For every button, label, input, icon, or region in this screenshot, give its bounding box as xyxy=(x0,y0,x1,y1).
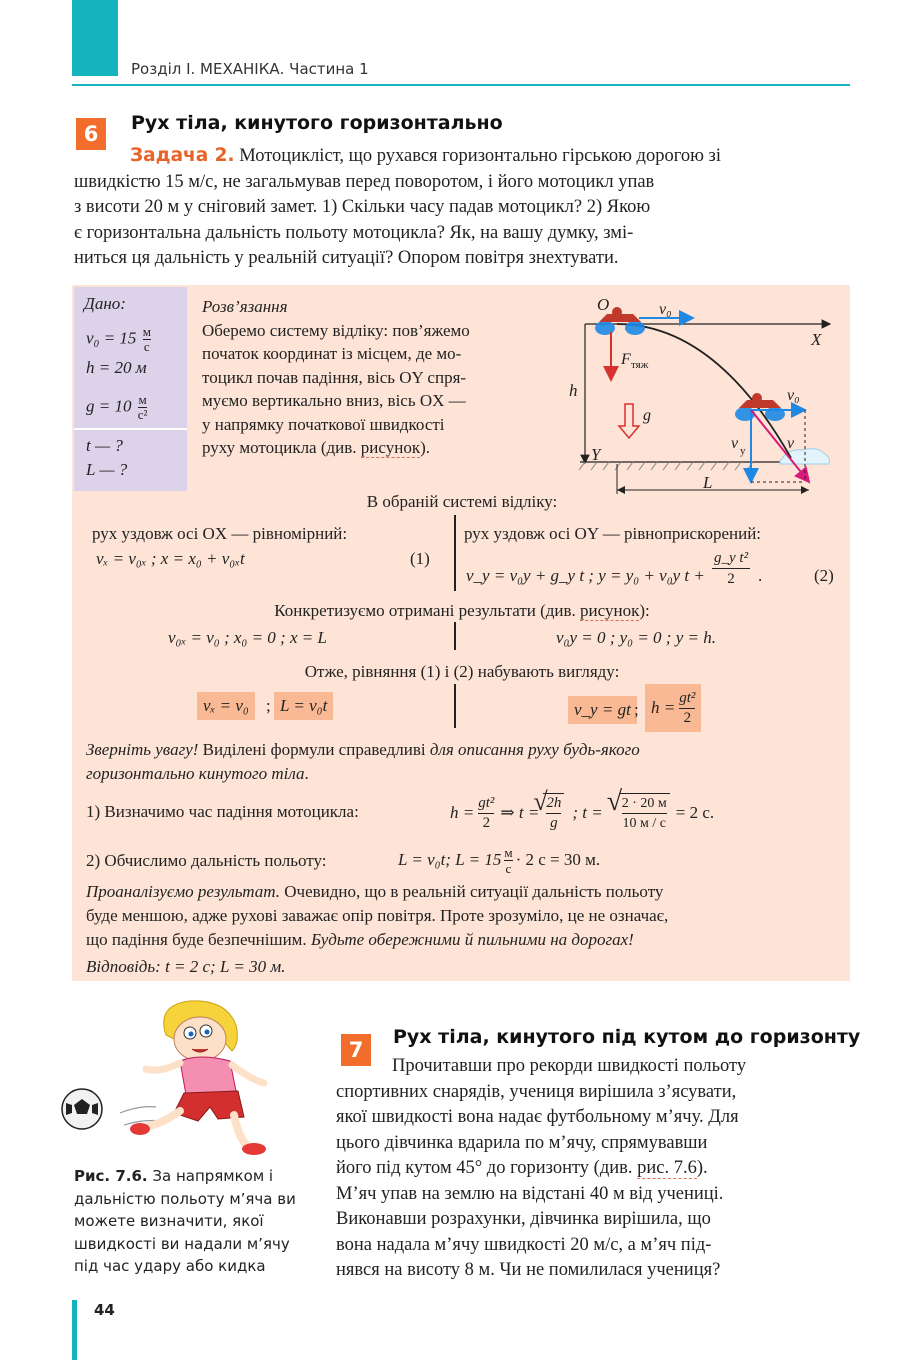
running-header: Розділ I. МЕХАНІКА. Частина 1 xyxy=(131,60,369,78)
step1-formula: h = $\frac{\text{gt²}}{2}$ ⇒ t = √ 2h g ; t = √ 2 · 20 м 10 м / с = 2 с. xyxy=(450,786,715,831)
given-separator xyxy=(74,428,187,430)
step1-text: 1) Визначимо час падіння мотоцикла: xyxy=(86,802,359,821)
label-vy-sub: y xyxy=(740,445,746,457)
unit-den: с² xyxy=(137,407,148,422)
sep: ; xyxy=(634,700,639,719)
frac-num: gt² xyxy=(478,794,494,814)
label-vy: v xyxy=(731,435,739,452)
page-number-accent xyxy=(72,1300,77,1360)
conc-right: v₀y = 0 ; y₀ = 0 ; y = h. xyxy=(556,628,716,647)
step2-f2: · 2 с = 30 м. xyxy=(515,850,601,869)
given-g xyxy=(86,393,147,422)
analysis-warning: Будьте обережними й пильними на дорогах! xyxy=(306,930,634,949)
section-title-7: Рух тіла, кинутого під кутом до горизонту xyxy=(393,1026,861,1048)
solution-title: Розв’язання xyxy=(202,297,288,316)
label-v0-top: v₀ xyxy=(659,301,672,318)
caption-text: За напрямком і дальністю польоту м’яча ви можете визначити, якої швидкості ви надали м’ячу під час удару або кидка xyxy=(74,1167,296,1275)
trajectory-diagram xyxy=(555,288,847,498)
frac-num: gt² xyxy=(679,689,695,709)
result-L: L = v₀t xyxy=(274,692,333,720)
given-title: Дано: xyxy=(84,294,126,313)
girl-kicking-ball-illustration xyxy=(60,995,320,1165)
sec7-line: цього дівчинка вдарила по м’ячу, спрямувавши xyxy=(336,1132,708,1153)
step2-text: 2) Обчислимо дальність польоту: xyxy=(86,851,327,870)
eq-number-2: (2) xyxy=(814,566,834,585)
section-number-6: 6 xyxy=(76,118,106,150)
conc-left: v₀ₓ = v₀ ; x₀ = 0 ; x = L xyxy=(168,628,327,647)
given-v0 xyxy=(86,325,151,354)
result-h-lhs: h = xyxy=(651,698,676,717)
unit-num: м xyxy=(138,392,147,407)
step2-f1: L = v₀t; L = 15 xyxy=(398,850,502,869)
frac-den: 2 xyxy=(482,814,491,831)
frac-num: 2h xyxy=(546,794,561,814)
section-7-text xyxy=(336,1054,850,1284)
step2-formula xyxy=(398,840,600,880)
figure-link[interactable]: рисунок xyxy=(580,601,640,620)
header-rule xyxy=(72,84,850,86)
oy-fraction xyxy=(712,548,750,589)
note-mid: Виділені формули справедливі xyxy=(198,740,430,759)
step1-arrow: ⇒ t = xyxy=(500,803,540,822)
solution-text xyxy=(202,295,537,460)
frac-den: 2 xyxy=(727,571,735,587)
solution-line: Оберемо систему відліку: пов’яжемо xyxy=(202,320,470,340)
section-number-7: 7 xyxy=(341,1034,371,1066)
given-v0-value: v₀ = 15 xyxy=(86,328,137,348)
concretize-end: ): xyxy=(639,601,650,620)
therefore-line: Отже, рівняння (1) і (2) набувають вигляду: xyxy=(304,662,620,681)
task-line: Мотоцикліст, що рухався горизонтально гірською дорогою зі xyxy=(239,146,721,166)
find-L: L — ? xyxy=(86,460,128,479)
g-vector xyxy=(619,404,639,438)
section-title-6: Рух тіла, кинутого горизонтально xyxy=(131,112,503,134)
sec7-line: нявся на висоту 8 м. Чи не помилилася учениця? xyxy=(336,1260,721,1280)
note-tail: для описання руху будь-якого xyxy=(429,740,640,759)
period: . xyxy=(758,566,763,585)
column-divider xyxy=(454,684,456,728)
label-F-sub: тяж xyxy=(631,359,649,371)
sep: ; xyxy=(266,696,271,715)
result-vy: v_y = gt xyxy=(568,696,637,724)
sec7-line: вона надала м’ячу швидкості 20 м/с, а м’яч під- xyxy=(336,1234,712,1255)
task-label: Задача 2. xyxy=(130,145,235,166)
figure-7-6-caption xyxy=(74,1165,296,1278)
oy-text: рух уздовж осі OY — рівноприскорений: xyxy=(464,524,762,543)
sec7-line: Прочитавши про рекорди швидкості польоту xyxy=(392,1056,747,1076)
unit-den: с xyxy=(143,339,150,354)
sec7-line: його під кутом 45° до горизонту (див. xyxy=(336,1158,633,1178)
unit-num: м xyxy=(142,324,151,339)
analysis-text xyxy=(86,880,840,952)
find-t: t — ? xyxy=(86,436,123,455)
label-v: v xyxy=(787,435,795,452)
eq-number-1: (1) xyxy=(410,549,430,568)
solution-line: початок координат із місцем, де мо- xyxy=(202,344,462,363)
frac-num: 2 · 20 м xyxy=(622,794,667,814)
concretize-text: Конкретизуємо отримані результати (див. xyxy=(274,601,576,620)
unit-den: с xyxy=(505,860,512,876)
ground-hatching xyxy=(579,462,753,470)
sec7-line: Виконавши розрахунки, дівчинка вирішила, що xyxy=(336,1209,711,1229)
label-Y: Y xyxy=(591,445,601,464)
page-number: 44 xyxy=(94,1301,115,1319)
label-X: X xyxy=(811,330,822,349)
v-vector xyxy=(751,410,809,482)
frac-den: 10 м / с xyxy=(622,816,666,831)
frac-den: g xyxy=(550,815,558,831)
answer xyxy=(86,955,285,979)
soccer-ball xyxy=(62,1089,102,1129)
step1-h: h = xyxy=(450,803,475,822)
note-text xyxy=(86,738,842,762)
frame-intro: В обраній системі відліку: xyxy=(366,492,558,511)
sec7-line: якої швидкості вона надає футбольному м’ячу. Для xyxy=(336,1107,739,1127)
step1-t2: ; t = xyxy=(572,803,603,822)
ox-formula: vₓ = v₀ₓ ; x = x₀ + v₀ₓt xyxy=(96,549,245,568)
answer-text: t = 2 с; L = 30 м. xyxy=(160,957,286,976)
solution-line: руху мотоцикла (див. xyxy=(202,438,357,457)
task-line: ниться ця дальність у реальній ситуації? Опором повітря знехтувати. xyxy=(74,248,619,268)
task-line: з висоти 20 м у сніговий замет. 1) Скільки часу падав мотоцикл? 2) Якою xyxy=(74,197,651,217)
solution-line: муємо вертикально вниз, вісь OX — xyxy=(202,391,466,410)
note-tail-2: горизонтально кинутого тіла xyxy=(86,764,305,783)
caption-label: Рис. 7.6. xyxy=(74,1167,148,1185)
motorcycle-falling xyxy=(735,393,785,421)
sec7-line: спортивних снарядів, учениця вирішила з’ясувати, xyxy=(336,1081,737,1102)
trajectory-curve xyxy=(617,324,791,458)
task-2-text xyxy=(74,143,850,272)
result-vx: vₓ = v₀ xyxy=(197,692,255,720)
label-L: L xyxy=(703,473,713,492)
frac-den: 2 xyxy=(683,709,692,726)
solution-line: у напрямку початкової швидкості xyxy=(202,414,445,434)
label-v0-fall: v₀ xyxy=(787,387,800,404)
answer-lead: Відповідь: xyxy=(86,957,161,976)
note-lead: Зверніть увагу! xyxy=(86,740,199,759)
analysis-lead: Проаналізуємо результат. xyxy=(86,882,280,901)
analysis-line: що падіння буде безпечнішим. xyxy=(86,930,307,949)
header-accent xyxy=(72,0,118,76)
sec7-link-end: ). xyxy=(696,1158,708,1178)
label-g: g xyxy=(643,407,651,424)
figure-7-6-link[interactable]: рис. 7.6 xyxy=(637,1158,697,1178)
concretize-line xyxy=(0,599,924,623)
note-text-2 xyxy=(86,762,309,786)
column-divider xyxy=(454,622,456,650)
label-O: O xyxy=(597,295,610,314)
ox-text: рух уздовж осі OX — рівномірний: xyxy=(92,524,348,543)
figure-link[interactable]: рисунок xyxy=(360,438,421,457)
task-line: швидкістю 15 м/с, не загальмував перед поворотом, і його мотоцикл упав xyxy=(74,171,655,192)
sec7-line: М’яч упав на землю на відстані 40 м від учениці. xyxy=(336,1183,724,1204)
column-divider xyxy=(454,515,456,591)
task-line: є горизонтальна дальність польоту мотоцикла? Як, на вашу думку, змі- xyxy=(74,222,634,243)
unit-num: м xyxy=(504,844,513,860)
oy-formula: v_y = v₀y + g_y t ; y = y₀ + v₀y t + xyxy=(466,566,705,585)
frac-num: g_y t² xyxy=(712,548,750,569)
given-h: h = 20 м xyxy=(86,358,147,377)
analysis-line: Очевидно, що в реальній ситуації дальність польоту xyxy=(280,882,664,901)
label-F: F xyxy=(621,351,631,368)
given-g-value: g = 10 xyxy=(86,396,132,416)
note-end: . xyxy=(304,764,309,783)
label-h: h xyxy=(569,381,578,400)
solution-line-end: ). xyxy=(420,438,430,457)
result-h xyxy=(645,684,701,732)
analysis-line: буде меншою, адже рухові заважає опір повітря. Проте зрозуміло, це не означає, xyxy=(86,906,669,925)
solution-line: тоцикл почав падіння, вісь OY спря- xyxy=(202,367,467,387)
step1-result: = 2 с. xyxy=(675,803,715,822)
